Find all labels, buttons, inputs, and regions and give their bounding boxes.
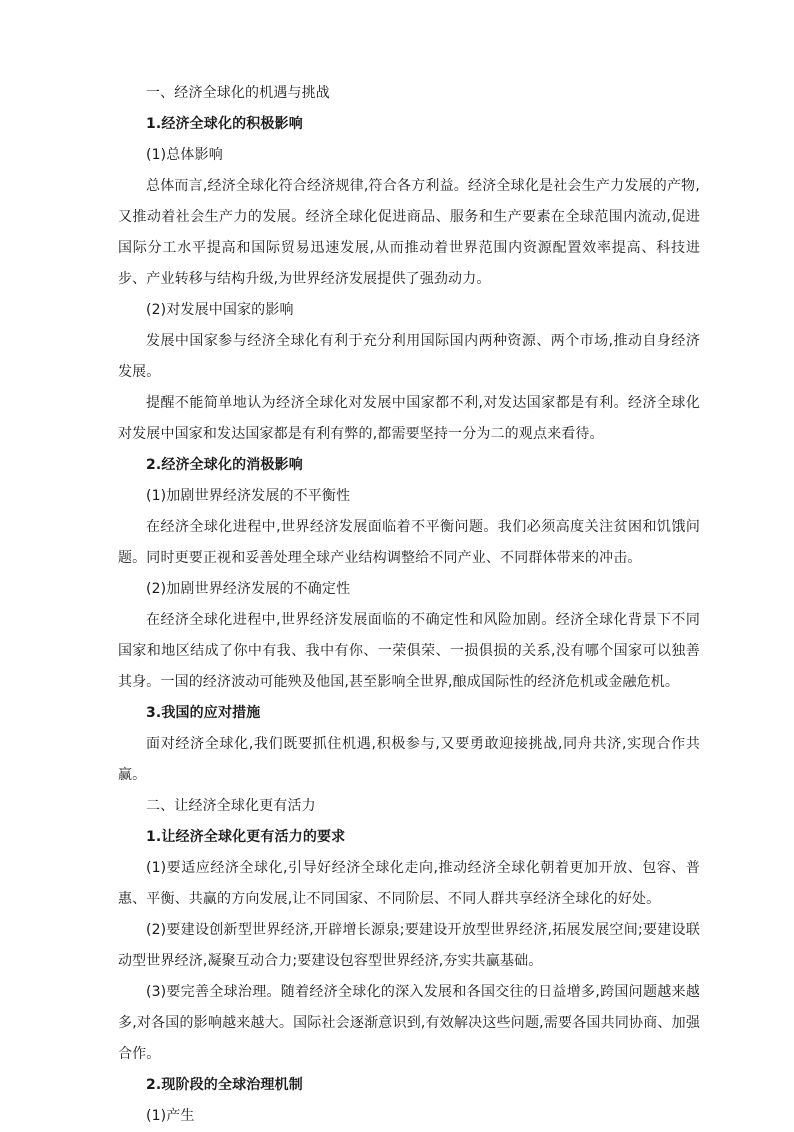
paragraph-imbalance: 在经济全球化进程中,世界经济发展面临着不平衡问题。我们必须高度关注贫困和饥饿问题。同时更要正视和妥善处理全球产业结构调整给不同产业、不同群体带来的冲击。: [118, 519, 700, 566]
sub-item-developing-countries: (2)对发展中国家的影响: [146, 302, 294, 318]
sub-item-origin: (1)产生: [146, 1108, 195, 1124]
sub-item-uncertainty: (2)加剧世界经济发展的不确定性: [146, 581, 351, 597]
sub-item-imbalance: (1)加剧世界经济发展的不平衡性: [146, 488, 351, 504]
subheading-1-2: 2.经济全球化的消极影响: [146, 457, 303, 473]
paragraph-requirement-2: (2)要建设创新型世界经济,开辟增长源泉;要建设开放型世界经济,拓展发展空间;要建设联动型世界经济,凝聚互动合力;要建设包容型世界经济,夯实共赢基础。: [118, 922, 700, 969]
paragraph-requirement-3: (3)要完善全球治理。随着经济全球化的深入发展和各国交往的日益增多,跨国问题越来越多,对各国的影响越来越大。国际社会逐渐意识到,有效解决这些问题,需要各国共同协商、加强合作。: [118, 984, 700, 1062]
sub-item-overall-impact: (1)总体影响: [146, 147, 223, 163]
paragraph-developing-countries: 发展中国家参与经济全球化有利于充分利用国际国内两种资源、两个市场,推动自身经济发展。: [118, 333, 700, 380]
paragraph-requirement-1: (1)要适应经济全球化,引导好经济全球化走向,推动经济全球化朝着更加开放、包容、普惠、平衡、共赢的方向发展,让不同国家、不同阶层、不同人群共享经济全球化的好处。: [118, 860, 700, 907]
paragraph-overall-impact: 总体而言,经济全球化符合经济规律,符合各方利益。经济全球化是社会生产力发展的产物,又推动着社会生产力的发展。经济全球化促进商品、服务和生产要素在全球范围内流动,促进国际分工水平提高和国际贸易迅速发展,从而推动着世界范围内资源配置效率提高、科技进步、产业转移与结构升级,为世界经济发展提供了强劲动力。: [118, 178, 700, 287]
paragraph-response-measures: 面对经济全球化,我们既要抓住机遇,积极参与,又要勇敢迎接挑战,同舟共济,实现合作共赢。: [118, 736, 700, 783]
subheading-1-3: 3.我国的应对措施: [146, 705, 261, 721]
section-heading-2: 二、让经济全球化更有活力: [146, 798, 316, 814]
subheading-2-1: 1.让经济全球化更有活力的要求: [146, 829, 346, 845]
subheading-2-2: 2.现阶段的全球治理机制: [146, 1077, 303, 1093]
paragraph-uncertainty: 在经济全球化进程中,世界经济发展面临的不确定性和风险加剧。经济全球化背景下不同国家和地区结成了你中有我、我中有你、一荣俱荣、一损俱损的关系,没有哪个国家可以独善其身。一国的经济波动可能殃及他国,甚至影响全世界,酿成国际性的经济危机或金融危机。: [118, 612, 700, 690]
paragraph-reminder: 提醒不能简单地认为经济全球化对发展中国家都不利,对发达国家都是有利。经济全球化对发展中国家和发达国家都是有利有弊的,都需要坚持一分为二的观点来看待。: [118, 395, 700, 442]
document-body: [118, 78, 700, 1132]
subheading-1-1: 1.经济全球化的积极影响: [146, 116, 303, 132]
section-heading-1: 一、经济全球化的机遇与挑战: [146, 85, 330, 101]
